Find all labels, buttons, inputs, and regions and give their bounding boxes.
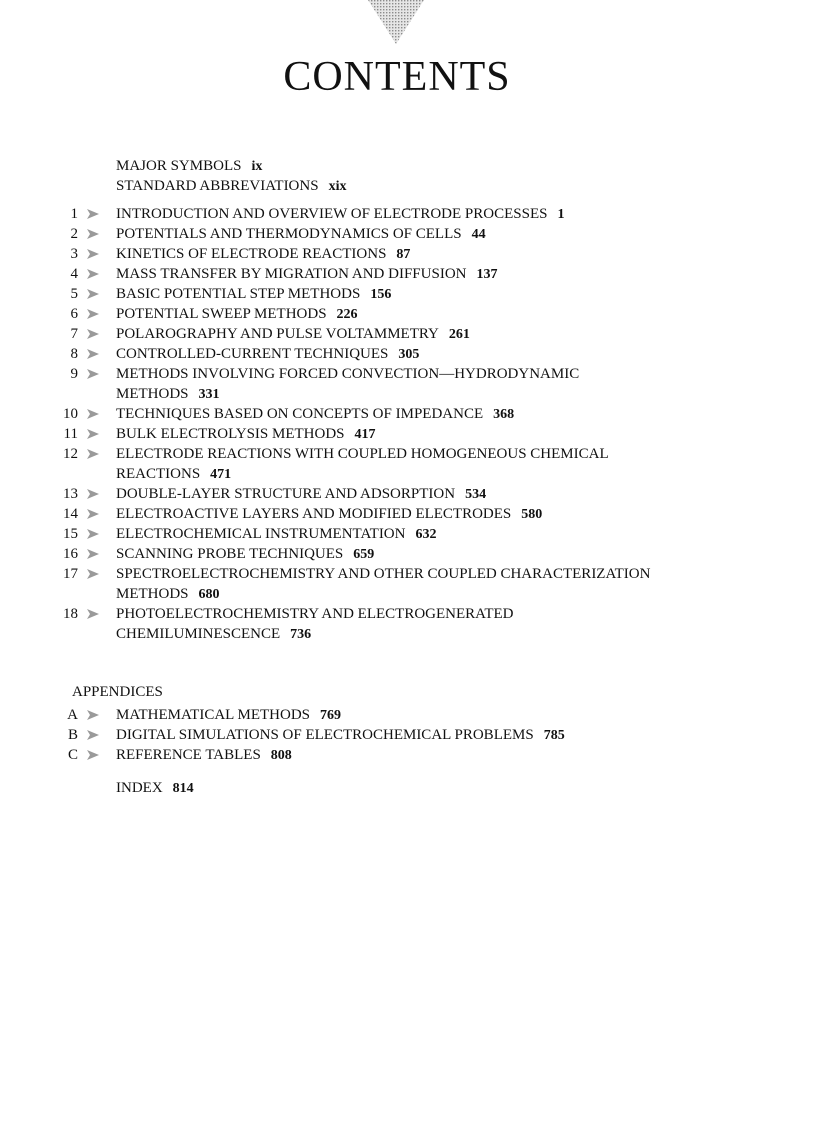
toc-entry[interactable]	[0, 224, 816, 244]
entry-title: MATHEMATICAL METHODS	[116, 707, 311, 723]
entry-number: 10	[63, 406, 78, 422]
entry-line	[116, 404, 514, 425]
toc-entry[interactable]	[0, 564, 816, 584]
entry-title: POTENTIALS AND THERMODYNAMICS OF CELLS	[116, 226, 462, 242]
entry-line	[116, 204, 564, 225]
front-matter-list	[0, 156, 816, 196]
play-arrow-icon	[87, 284, 103, 304]
toc-entry[interactable]	[0, 424, 816, 444]
entry-number: 8	[70, 346, 78, 362]
entry-number: 17	[63, 566, 78, 582]
play-arrow-icon	[87, 204, 103, 224]
toc-entry[interactable]	[0, 504, 816, 524]
entry-title: INTRODUCTION AND OVERVIEW OF ELECTRODE PROCESSES	[116, 206, 548, 222]
page-number: 580	[521, 507, 543, 522]
play-arrow-icon	[87, 604, 103, 624]
page-number: 808	[270, 748, 292, 763]
play-arrow-icon	[87, 504, 103, 524]
entry-line	[116, 544, 374, 565]
appendix-list	[0, 705, 816, 765]
appendices-heading-block	[0, 682, 816, 702]
page-number: 331	[198, 387, 220, 402]
play-arrow-icon	[87, 524, 103, 544]
entry-line	[116, 176, 346, 197]
page-number: 417	[354, 427, 376, 442]
play-arrow-icon	[87, 344, 103, 364]
entry-title: TECHNIQUES BASED ON CONCEPTS OF IMPEDANCE	[116, 406, 484, 422]
page-number: 814	[172, 781, 194, 796]
toc-entry[interactable]	[0, 725, 816, 745]
entry-title: CONTROLLED-CURRENT TECHNIQUES	[116, 346, 389, 362]
toc-entry[interactable]	[0, 156, 816, 176]
page-number: 785	[543, 728, 565, 743]
entry-line	[116, 384, 220, 405]
entry-number: 13	[63, 486, 78, 502]
entry-title: PHOTOELECTROCHEMISTRY AND ELECTROGENERATED	[116, 606, 514, 622]
entry-title: REACTIONS	[116, 466, 201, 482]
entry-number: 12	[63, 446, 78, 462]
entry-title: CHEMILUMINESCENCE	[116, 626, 281, 642]
entry-title: INDEX	[116, 780, 163, 796]
entry-title: ELECTRODE REACTIONS WITH COUPLED HOMOGENEOUS CHEMICAL	[116, 446, 609, 462]
entry-number: C	[67, 747, 78, 763]
toc-entry[interactable]	[0, 404, 816, 424]
toc-entry[interactable]	[0, 244, 816, 264]
entry-line	[116, 264, 497, 285]
page-number: 471	[210, 467, 232, 482]
entry-title: STANDARD ABBREVIATIONS	[116, 178, 319, 194]
play-arrow-icon	[87, 244, 103, 264]
entry-title: MAJOR SYMBOLS	[116, 158, 242, 174]
entry-title: MASS TRANSFER BY MIGRATION AND DIFFUSION	[116, 266, 467, 282]
page-number: 305	[398, 347, 420, 362]
entry-line	[116, 725, 565, 746]
entry-line	[116, 624, 311, 645]
entry-number: A	[67, 707, 78, 723]
toc-entry-continuation[interactable]	[0, 384, 816, 404]
page-number: 769	[320, 708, 342, 723]
page-number: 87	[396, 247, 411, 262]
toc-entry[interactable]	[0, 524, 816, 544]
entry-line	[116, 705, 341, 726]
play-arrow-icon	[87, 324, 103, 344]
entry-line	[116, 364, 579, 384]
entry-line	[116, 324, 470, 345]
back-matter-list	[0, 778, 816, 798]
entry-line	[116, 244, 410, 265]
play-arrow-icon	[87, 364, 103, 384]
entry-number: 5	[70, 286, 78, 302]
entry-line	[116, 304, 358, 325]
play-arrow-icon	[87, 705, 103, 725]
toc-entry[interactable]	[0, 745, 816, 765]
entry-number: 7	[70, 326, 78, 342]
entry-number: 11	[63, 426, 78, 442]
toc-entry[interactable]	[0, 364, 816, 384]
play-arrow-icon	[87, 424, 103, 444]
toc-entry[interactable]	[0, 204, 816, 224]
entry-line	[116, 604, 514, 624]
appendices-heading: APPENDICES	[72, 684, 163, 700]
page-number: 534	[465, 487, 487, 502]
toc-entry-continuation[interactable]	[0, 464, 816, 484]
toc-entry[interactable]	[0, 444, 816, 464]
toc-entry[interactable]	[0, 324, 816, 344]
toc-entry[interactable]	[0, 705, 816, 725]
toc-entry[interactable]	[0, 484, 816, 504]
entry-line	[116, 444, 609, 464]
toc-entry[interactable]	[0, 176, 816, 196]
page-title: CONTENTS	[283, 54, 511, 100]
entry-title: ELECTROACTIVE LAYERS AND MODIFIED ELECTRODES	[116, 506, 512, 522]
entry-title: SCANNING PROBE TECHNIQUES	[116, 546, 344, 562]
entry-line	[116, 224, 486, 245]
entry-number: 2	[70, 226, 78, 242]
page-number: ix	[251, 159, 263, 174]
entry-title: DIGITAL SIMULATIONS OF ELECTROCHEMICAL PROBLEMS	[116, 727, 534, 743]
toc-entry[interactable]	[0, 778, 816, 798]
entry-title: METHODS	[116, 586, 189, 602]
page-number: 261	[448, 327, 470, 342]
page-number: 368	[493, 407, 515, 422]
entry-title: POLAROGRAPHY AND PULSE VOLTAMMETRY	[116, 326, 439, 342]
entry-title: POTENTIAL SWEEP METHODS	[116, 306, 327, 322]
entry-number: B	[67, 727, 78, 743]
entry-number: 18	[63, 606, 78, 622]
entry-number: 14	[63, 506, 78, 522]
entry-number: 3	[70, 246, 78, 262]
entry-number: 15	[63, 526, 78, 542]
entry-title: BULK ELECTROLYSIS METHODS	[116, 426, 345, 442]
entry-line	[116, 156, 262, 177]
chapter-list	[0, 204, 816, 644]
page-number: 44	[471, 227, 486, 242]
entry-line	[116, 564, 650, 584]
page-number: 156	[370, 287, 392, 302]
play-arrow-icon	[87, 224, 103, 244]
entry-line	[116, 778, 194, 799]
entry-line	[116, 504, 542, 525]
toc-entry[interactable]	[0, 344, 816, 364]
play-arrow-icon	[87, 725, 103, 745]
entry-title: SPECTROELECTROCHEMISTRY AND OTHER COUPLED CHARACTERIZATION	[116, 566, 651, 582]
entry-line	[116, 344, 419, 365]
entry-number: 4	[70, 266, 78, 282]
play-arrow-icon	[87, 444, 103, 464]
toc-entry[interactable]	[0, 304, 816, 324]
entry-title: METHODS	[116, 386, 189, 402]
toc-entry[interactable]	[0, 264, 816, 284]
play-arrow-icon	[87, 544, 103, 564]
entry-title: KINETICS OF ELECTRODE REACTIONS	[116, 246, 387, 262]
entry-line	[116, 745, 292, 766]
page-number: xix	[328, 179, 347, 194]
play-arrow-icon	[87, 564, 103, 584]
entry-title: ELECTROCHEMICAL INSTRUMENTATION	[116, 526, 406, 542]
toc-entry-continuation[interactable]	[0, 584, 816, 604]
entry-title: METHODS INVOLVING FORCED CONVECTION—HYDRODYNAMIC	[116, 366, 580, 382]
play-arrow-icon	[87, 264, 103, 284]
entry-line	[116, 584, 220, 605]
down-triangle-ornament-icon	[368, 0, 424, 44]
toc-entry[interactable]	[0, 284, 816, 304]
entry-line	[116, 524, 436, 545]
play-arrow-icon	[87, 484, 103, 504]
page-number: 137	[476, 267, 498, 282]
entry-number: 9	[70, 366, 78, 382]
entry-line	[116, 424, 376, 445]
play-arrow-icon	[87, 745, 103, 765]
entry-number: 1	[70, 206, 78, 222]
page-number: 226	[336, 307, 358, 322]
entry-title: BASIC POTENTIAL STEP METHODS	[116, 286, 361, 302]
page-number: 1	[557, 207, 565, 222]
toc-entry[interactable]	[0, 544, 816, 564]
entry-number: 6	[70, 306, 78, 322]
page-number: 736	[290, 627, 312, 642]
entry-line	[116, 284, 391, 305]
entry-line	[116, 464, 231, 485]
toc-entry[interactable]	[0, 604, 816, 624]
page-number: 632	[415, 527, 437, 542]
toc-entry-continuation[interactable]	[0, 624, 816, 644]
entry-title: REFERENCE TABLES	[116, 747, 261, 763]
entry-number: 16	[63, 546, 78, 562]
entry-line	[116, 484, 486, 505]
play-arrow-icon	[87, 304, 103, 324]
entry-title: DOUBLE-LAYER STRUCTURE AND ADSORPTION	[116, 486, 456, 502]
page-number: 659	[353, 547, 375, 562]
play-arrow-icon	[87, 404, 103, 424]
page-number: 680	[198, 587, 220, 602]
